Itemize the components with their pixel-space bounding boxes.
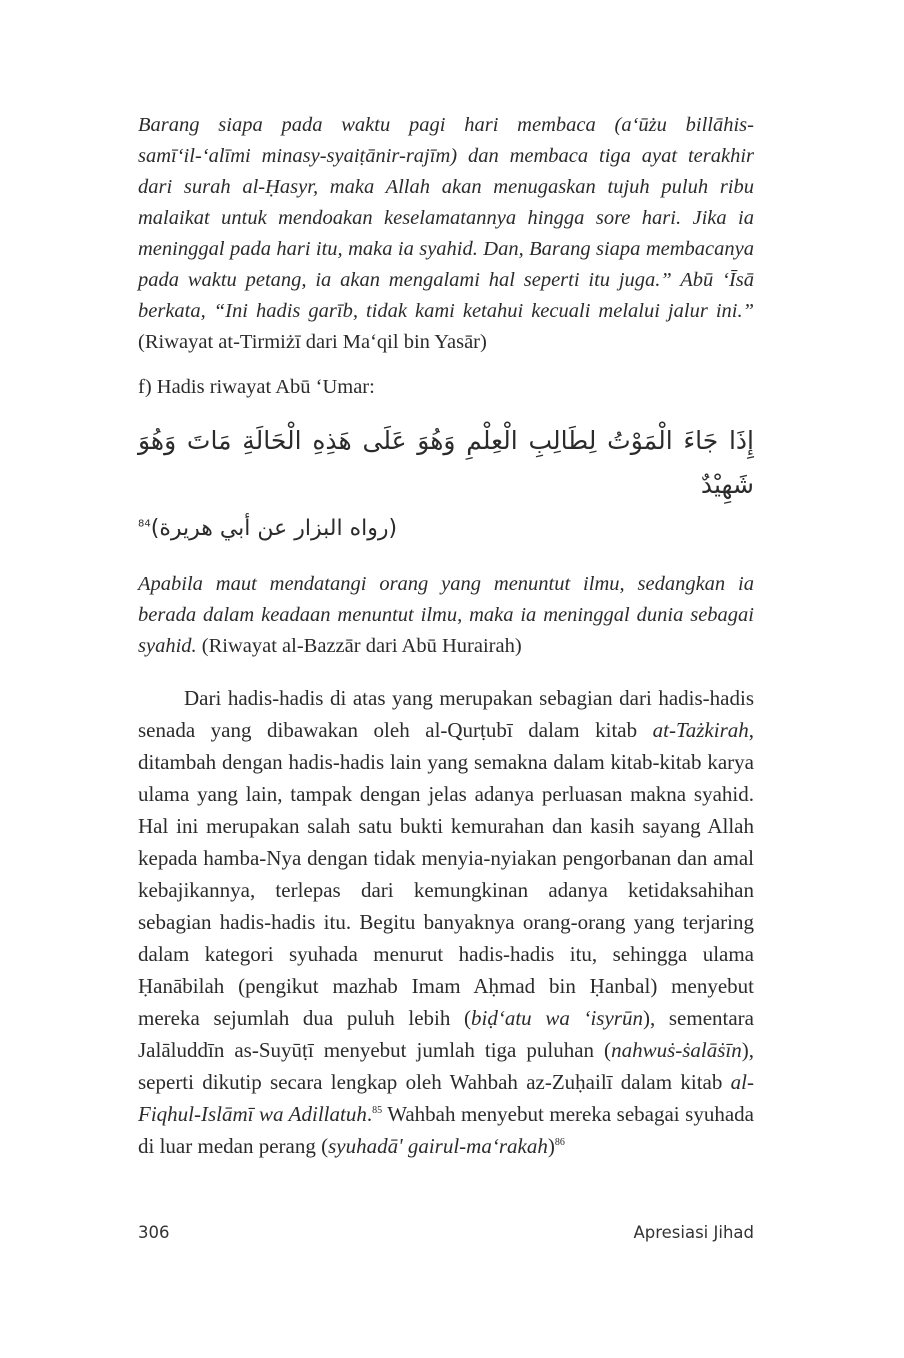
paragraph-text: ), seperti dikutip secara lengkap oleh Wahbah az-Zuḥailī dalam kitab [138, 1038, 754, 1094]
paragraph-text: , ditambah dengan hadis-hadis lain yang semakna dalam kitab-kitab karya ulama yang lain, tampak dengan jelas adanya perluasan makna syahid. Hal ini merupakan salah satu bukti kemurahan dan kasih sayang Allah kepada hamba-Nya dengan tidak menyia-nyiakan pengorbanan dan amal kebajikannya, terlepas dari kemungkinan adanya ketidaksahihan sebagian hadis-hadis itu. Begitu banyaknya orang-orang yang terjaring dalam kategori syuhada menurut hadis-hadis itu, sehingga ulama Ḥanābilah (pengikut mazhab Imam Aḥmad bin Ḥanbal) menyebut mereka sejumlah dua puluh lebih ( [138, 718, 754, 1030]
quote-source: (Riwayat al-Bazzār dari Abū Hurairah) [201, 635, 522, 657]
list-item-text: Hadis riwayat Abū ‘Umar: [156, 376, 375, 398]
arabic-source-text: (رواه البزار عن أبي هريرة) [150, 516, 398, 541]
page-number: 306 [138, 1223, 170, 1242]
term-italic: nahwuṡ-ṡalāṡīn [611, 1038, 742, 1062]
paragraph-text: . [366, 1102, 373, 1126]
paragraph-text: ) [547, 1134, 555, 1158]
arabic-hadith-source [138, 507, 754, 551]
footnote-ref: 85 [372, 1105, 383, 1116]
book-title-italic: al-Fiqhul-Islāmī wa Adillatuh [138, 1070, 754, 1126]
paragraph-text: Dari hadis-hadis di atas yang merupakan sebagian dari hadis-hadis senada yang dibawakan oleh al-Qurṭubī dalam kitab [138, 686, 754, 742]
list-item-label: f) [138, 376, 152, 398]
term-italic: biḍ‘atu wa ‘isyrūn [471, 1006, 643, 1030]
footnote-ref: 86 [554, 1137, 565, 1148]
arabic-hadith-text: إِذَا جَاءَ الْمَوْتُ لِطَالِبِ الْعِلْمِ وَهُوَ عَلَى هَذِهِ الْحَالَةِ مَاتَ وَهُوَ شَهِيْدٌ [138, 426, 754, 499]
page-footer [138, 1223, 754, 1242]
quote-italic-text: Apabila maut mendatangi orang yang menuntut ilmu, sedangkan ia berada dalam keadaan menuntut ilmu, maka ia meninggal dunia sebagai syahid. [138, 573, 754, 657]
hadith-quote-tirmizi [138, 110, 754, 358]
body-paragraph [138, 682, 754, 1162]
footnote-ref: 84 [138, 518, 151, 530]
term-italic: syuhadā' gairul-ma‘rakah [328, 1134, 548, 1158]
page-content [138, 110, 754, 1162]
running-title: Apresiasi Jihad [633, 1223, 754, 1242]
paragraph-text: ), sementara Jalāluddīn as-Suyūṭī menyebut jumlah tiga puluhan ( [138, 1006, 754, 1062]
list-item-f [138, 372, 754, 403]
book-title-italic: at-Tażkirah [652, 718, 749, 742]
hadith-quote-bazzar [138, 569, 754, 662]
quote-source: (Riwayat at-Tirmiżī dari Ma‘qil bin Yasār) [138, 331, 487, 353]
paragraph-text: Wahbah menyebut mereka sebagai syuhada di luar medan perang ( [138, 1102, 754, 1158]
quote-italic-text: Barang siapa pada waktu pagi hari membaca (a‘ūżu billāhis-samī‘il-‘alīmi minasy-syaiṭānir-rajīm) dan membaca tiga ayat terakhir dari surah al-Ḥasyr, maka Allah akan menugaskan tujuh puluh ribu malaikat untuk mendoakan keselamatannya hingga sore hari. Jika ia meninggal pada hari itu, maka ia syahid. Dan, Barang siapa membacanya pada waktu petang, ia akan mengalami hal seperti itu juga.” Abū ‘Īsā berkata, “Ini hadis garīb, tidak kami ketahui kecuali melalui jalur ini.” [138, 114, 754, 322]
